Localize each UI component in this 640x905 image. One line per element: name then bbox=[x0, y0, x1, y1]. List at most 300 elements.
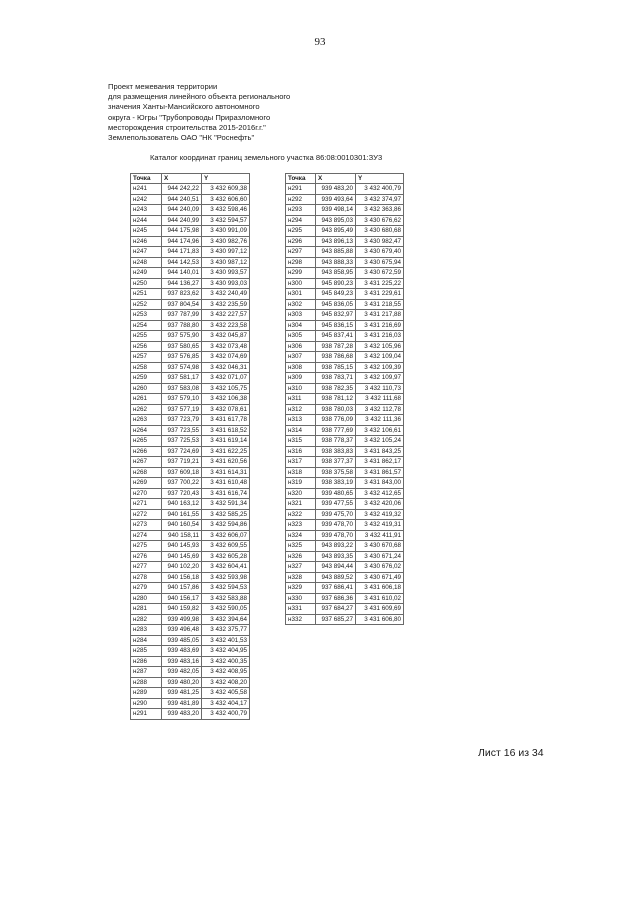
table-row bbox=[286, 310, 404, 321]
x-cell: 940 157,86 bbox=[162, 583, 202, 594]
y-cell: 3 430 987,12 bbox=[202, 257, 250, 268]
table-row bbox=[131, 331, 250, 342]
x-cell: 939 483,16 bbox=[162, 656, 202, 667]
table-row bbox=[131, 646, 250, 657]
y-cell: 3 432 112,78 bbox=[356, 404, 404, 415]
y-cell: 3 431 614,31 bbox=[202, 467, 250, 478]
y-cell: 3 432 408,20 bbox=[202, 677, 250, 688]
x-cell: 937 574,98 bbox=[162, 362, 202, 373]
table-row bbox=[286, 551, 404, 562]
x-cell: 943 888,33 bbox=[316, 257, 356, 268]
point-cell: н246 bbox=[131, 236, 162, 247]
point-cell: н311 bbox=[286, 394, 316, 405]
y-cell: 3 432 412,65 bbox=[356, 488, 404, 499]
table-row bbox=[131, 457, 250, 468]
column-header-y: Y bbox=[202, 174, 250, 184]
x-cell: 939 499,98 bbox=[162, 614, 202, 625]
y-cell: 3 432 606,60 bbox=[202, 194, 250, 205]
point-cell: н251 bbox=[131, 289, 162, 300]
table-row bbox=[131, 478, 250, 489]
x-cell: 940 159,82 bbox=[162, 604, 202, 615]
y-cell: 3 430 982,76 bbox=[202, 236, 250, 247]
y-cell: 3 432 045,87 bbox=[202, 331, 250, 342]
table-row bbox=[131, 709, 250, 720]
point-cell: н280 bbox=[131, 593, 162, 604]
point-cell: н268 bbox=[131, 467, 162, 478]
y-cell: 3 431 216,03 bbox=[356, 331, 404, 342]
x-cell: 939 485,05 bbox=[162, 635, 202, 646]
point-cell: н289 bbox=[131, 688, 162, 699]
point-cell: н296 bbox=[286, 236, 316, 247]
table-row bbox=[131, 635, 250, 646]
y-cell: 3 430 993,57 bbox=[202, 268, 250, 279]
point-cell: н325 bbox=[286, 541, 316, 552]
y-cell: 3 430 671,49 bbox=[356, 572, 404, 583]
x-cell: 943 896,13 bbox=[316, 236, 356, 247]
x-cell: 939 481,25 bbox=[162, 688, 202, 699]
x-cell: 938 781,12 bbox=[316, 394, 356, 405]
point-cell: н300 bbox=[286, 278, 316, 289]
table-row bbox=[131, 614, 250, 625]
x-cell: 939 483,69 bbox=[162, 646, 202, 657]
table-row bbox=[286, 583, 404, 594]
table-row bbox=[286, 562, 404, 573]
point-cell: н277 bbox=[131, 562, 162, 573]
x-cell: 938 783,71 bbox=[316, 373, 356, 384]
x-cell: 943 885,88 bbox=[316, 247, 356, 258]
y-cell: 3 432 609,55 bbox=[202, 541, 250, 552]
x-cell: 937 580,65 bbox=[162, 341, 202, 352]
table-row bbox=[131, 184, 250, 195]
table-row bbox=[131, 341, 250, 352]
table-row bbox=[131, 572, 250, 583]
sheet-label: Лист 16 из 34 bbox=[478, 747, 544, 759]
point-cell: н290 bbox=[131, 698, 162, 709]
x-cell: 940 158,11 bbox=[162, 530, 202, 541]
y-cell: 3 432 240,49 bbox=[202, 289, 250, 300]
x-cell: 937 685,27 bbox=[316, 614, 356, 625]
y-cell: 3 431 622,25 bbox=[202, 446, 250, 457]
x-cell: 937 581,17 bbox=[162, 373, 202, 384]
point-cell: н286 bbox=[131, 656, 162, 667]
y-cell: 3 432 235,59 bbox=[202, 299, 250, 310]
table-row bbox=[286, 373, 404, 384]
x-cell: 937 579,10 bbox=[162, 394, 202, 405]
table-row bbox=[131, 289, 250, 300]
point-cell: н299 bbox=[286, 268, 316, 279]
point-cell: н291 bbox=[131, 709, 162, 720]
x-cell: 937 609,18 bbox=[162, 467, 202, 478]
point-cell: н262 bbox=[131, 404, 162, 415]
x-cell: 939 475,70 bbox=[316, 509, 356, 520]
x-cell: 944 136,27 bbox=[162, 278, 202, 289]
x-cell: 938 782,35 bbox=[316, 383, 356, 394]
y-cell: 3 432 420,06 bbox=[356, 499, 404, 510]
y-cell: 3 431 617,78 bbox=[202, 415, 250, 426]
header-line: Землепользователь ОАО "НК "Роснефть" bbox=[108, 133, 255, 143]
point-cell: н312 bbox=[286, 404, 316, 415]
y-cell: 3 431 217,88 bbox=[356, 310, 404, 321]
table-row bbox=[131, 541, 250, 552]
x-cell: 937 575,90 bbox=[162, 331, 202, 342]
y-cell: 3 432 374,97 bbox=[356, 194, 404, 205]
y-cell: 3 431 620,56 bbox=[202, 457, 250, 468]
table-row bbox=[286, 520, 404, 531]
y-cell: 3 432 110,73 bbox=[356, 383, 404, 394]
point-cell: н323 bbox=[286, 520, 316, 531]
point-cell: н319 bbox=[286, 478, 316, 489]
y-cell: 3 431 843,25 bbox=[356, 446, 404, 457]
header-line: Проект межевания территории bbox=[108, 82, 218, 91]
x-cell: 937 700,22 bbox=[162, 478, 202, 489]
table-row bbox=[286, 320, 404, 331]
point-cell: н287 bbox=[131, 667, 162, 678]
x-cell: 938 786,68 bbox=[316, 352, 356, 363]
point-cell: н285 bbox=[131, 646, 162, 657]
point-cell: н282 bbox=[131, 614, 162, 625]
x-cell: 944 240,99 bbox=[162, 215, 202, 226]
table-row bbox=[131, 583, 250, 594]
header-line: для размещения линейного объекта регионального bbox=[108, 92, 291, 102]
table-row bbox=[131, 677, 250, 688]
y-cell: 3 432 591,34 bbox=[202, 499, 250, 510]
table-row bbox=[286, 593, 404, 604]
table-row bbox=[131, 688, 250, 699]
y-cell: 3 432 606,07 bbox=[202, 530, 250, 541]
table-row bbox=[286, 446, 404, 457]
point-cell: н245 bbox=[131, 226, 162, 237]
table-row bbox=[286, 352, 404, 363]
table-row bbox=[286, 341, 404, 352]
column-header-point: Точка bbox=[131, 174, 162, 184]
point-cell: н313 bbox=[286, 415, 316, 426]
table-row bbox=[131, 698, 250, 709]
point-cell: н241 bbox=[131, 184, 162, 195]
point-cell: н278 bbox=[131, 572, 162, 583]
point-cell: н297 bbox=[286, 247, 316, 258]
y-cell: 3 432 105,96 bbox=[356, 341, 404, 352]
x-cell: 937 788,80 bbox=[162, 320, 202, 331]
y-cell: 3 432 594,86 bbox=[202, 520, 250, 531]
point-cell: н242 bbox=[131, 194, 162, 205]
point-cell: н254 bbox=[131, 320, 162, 331]
table-row bbox=[131, 383, 250, 394]
point-cell: н294 bbox=[286, 215, 316, 226]
table-row bbox=[286, 215, 404, 226]
point-cell: н322 bbox=[286, 509, 316, 520]
table-row bbox=[286, 247, 404, 258]
table-row bbox=[131, 520, 250, 531]
y-cell: 3 432 400,79 bbox=[202, 709, 250, 720]
table-row bbox=[286, 194, 404, 205]
table-row bbox=[131, 562, 250, 573]
x-cell: 937 720,43 bbox=[162, 488, 202, 499]
y-cell: 3 432 106,61 bbox=[356, 425, 404, 436]
y-cell: 3 431 216,69 bbox=[356, 320, 404, 331]
point-cell: н267 bbox=[131, 457, 162, 468]
point-cell: н281 bbox=[131, 604, 162, 615]
table-row bbox=[131, 488, 250, 499]
y-cell: 3 431 606,80 bbox=[356, 614, 404, 625]
point-cell: н259 bbox=[131, 373, 162, 384]
y-cell: 3 430 675,94 bbox=[356, 257, 404, 268]
y-cell: 3 430 676,62 bbox=[356, 215, 404, 226]
x-cell: 943 894,44 bbox=[316, 562, 356, 573]
table-row bbox=[286, 488, 404, 499]
x-cell: 937 804,54 bbox=[162, 299, 202, 310]
table-header-row bbox=[286, 174, 404, 184]
table-row bbox=[286, 236, 404, 247]
point-cell: н293 bbox=[286, 205, 316, 216]
y-cell: 3 432 605,28 bbox=[202, 551, 250, 562]
y-cell: 3 432 405,58 bbox=[202, 688, 250, 699]
y-cell: 3 432 078,61 bbox=[202, 404, 250, 415]
table-row bbox=[131, 404, 250, 415]
table-row bbox=[286, 383, 404, 394]
point-cell: н244 bbox=[131, 215, 162, 226]
y-cell: 3 432 404,95 bbox=[202, 646, 250, 657]
table-row bbox=[131, 551, 250, 562]
point-cell: н275 bbox=[131, 541, 162, 552]
point-cell: н295 bbox=[286, 226, 316, 237]
point-cell: н264 bbox=[131, 425, 162, 436]
y-cell: 3 432 109,97 bbox=[356, 373, 404, 384]
point-cell: н314 bbox=[286, 425, 316, 436]
x-cell: 939 477,55 bbox=[316, 499, 356, 510]
x-cell: 938 785,15 bbox=[316, 362, 356, 373]
table-row bbox=[131, 667, 250, 678]
point-cell: н284 bbox=[131, 635, 162, 646]
table-row bbox=[131, 257, 250, 268]
x-cell: 939 483,20 bbox=[316, 184, 356, 195]
y-cell: 3 430 670,68 bbox=[356, 541, 404, 552]
point-cell: н306 bbox=[286, 341, 316, 352]
y-cell: 3 432 394,64 bbox=[202, 614, 250, 625]
point-cell: н318 bbox=[286, 467, 316, 478]
point-cell: н273 bbox=[131, 520, 162, 531]
column-header-y: Y bbox=[356, 174, 404, 184]
y-cell: 3 432 046,31 bbox=[202, 362, 250, 373]
y-cell: 3 432 105,24 bbox=[356, 436, 404, 447]
point-cell: н315 bbox=[286, 436, 316, 447]
y-cell: 3 432 594,53 bbox=[202, 583, 250, 594]
y-cell: 3 432 400,35 bbox=[202, 656, 250, 667]
y-cell: 3 432 419,32 bbox=[356, 509, 404, 520]
point-cell: н331 bbox=[286, 604, 316, 615]
table-row bbox=[131, 415, 250, 426]
table-row bbox=[131, 226, 250, 237]
table-row bbox=[286, 278, 404, 289]
y-cell: 3 432 375,77 bbox=[202, 625, 250, 636]
table-row bbox=[131, 593, 250, 604]
point-cell: н260 bbox=[131, 383, 162, 394]
y-cell: 3 432 419,31 bbox=[356, 520, 404, 531]
x-cell: 939 496,48 bbox=[162, 625, 202, 636]
x-cell: 940 145,69 bbox=[162, 551, 202, 562]
x-cell: 937 684,27 bbox=[316, 604, 356, 615]
table-row bbox=[131, 247, 250, 258]
table-row bbox=[131, 268, 250, 279]
table-row bbox=[286, 425, 404, 436]
point-cell: н283 bbox=[131, 625, 162, 636]
point-cell: н250 bbox=[131, 278, 162, 289]
table-header-row bbox=[131, 174, 250, 184]
point-cell: н307 bbox=[286, 352, 316, 363]
table-row bbox=[286, 572, 404, 583]
header-line: значения Ханты-Мансийского автономного bbox=[108, 102, 260, 112]
x-cell: 937 576,85 bbox=[162, 352, 202, 363]
x-cell: 944 174,96 bbox=[162, 236, 202, 247]
y-cell: 3 432 111,36 bbox=[356, 415, 404, 426]
point-cell: н317 bbox=[286, 457, 316, 468]
point-cell: н276 bbox=[131, 551, 162, 562]
x-cell: 944 171,83 bbox=[162, 247, 202, 258]
x-cell: 939 498,14 bbox=[316, 205, 356, 216]
table-row bbox=[131, 656, 250, 667]
x-cell: 940 161,55 bbox=[162, 509, 202, 520]
x-cell: 937 724,69 bbox=[162, 446, 202, 457]
y-cell: 3 431 843,00 bbox=[356, 478, 404, 489]
y-cell: 3 431 861,57 bbox=[356, 467, 404, 478]
catalog-title: Каталог координат границ земельного участка 86:08:0010301:ЗУ3 bbox=[150, 153, 383, 162]
y-cell: 3 430 679,40 bbox=[356, 247, 404, 258]
y-cell: 3 430 997,12 bbox=[202, 247, 250, 258]
x-cell: 937 723,55 bbox=[162, 425, 202, 436]
table-row bbox=[131, 425, 250, 436]
point-cell: н270 bbox=[131, 488, 162, 499]
table-row bbox=[286, 457, 404, 468]
y-cell: 3 432 105,75 bbox=[202, 383, 250, 394]
x-cell: 944 242,22 bbox=[162, 184, 202, 195]
point-cell: н272 bbox=[131, 509, 162, 520]
column-header-point: Точка bbox=[286, 174, 316, 184]
x-cell: 943 895,49 bbox=[316, 226, 356, 237]
y-cell: 3 432 593,98 bbox=[202, 572, 250, 583]
x-cell: 938 777,69 bbox=[316, 425, 356, 436]
y-cell: 3 431 610,02 bbox=[356, 593, 404, 604]
table-row bbox=[286, 467, 404, 478]
x-cell: 937 686,36 bbox=[316, 593, 356, 604]
x-cell: 938 383,83 bbox=[316, 446, 356, 457]
point-cell: н327 bbox=[286, 562, 316, 573]
point-cell: н301 bbox=[286, 289, 316, 300]
point-cell: н271 bbox=[131, 499, 162, 510]
x-cell: 944 140,01 bbox=[162, 268, 202, 279]
y-cell: 3 431 609,69 bbox=[356, 604, 404, 615]
table-row bbox=[131, 625, 250, 636]
x-cell: 938 778,37 bbox=[316, 436, 356, 447]
column-header-x: X bbox=[162, 174, 202, 184]
x-cell: 939 483,20 bbox=[162, 709, 202, 720]
y-cell: 3 432 223,58 bbox=[202, 320, 250, 331]
y-cell: 3 432 598,46 bbox=[202, 205, 250, 216]
table-row bbox=[131, 310, 250, 321]
point-cell: н330 bbox=[286, 593, 316, 604]
x-cell: 944 240,51 bbox=[162, 194, 202, 205]
point-cell: н258 bbox=[131, 362, 162, 373]
point-cell: н243 bbox=[131, 205, 162, 216]
point-cell: н321 bbox=[286, 499, 316, 510]
point-cell: н332 bbox=[286, 614, 316, 625]
x-cell: 943 858,95 bbox=[316, 268, 356, 279]
y-cell: 3 432 109,04 bbox=[356, 352, 404, 363]
table-row bbox=[286, 415, 404, 426]
point-cell: н302 bbox=[286, 299, 316, 310]
y-cell: 3 430 680,68 bbox=[356, 226, 404, 237]
table-row bbox=[286, 604, 404, 615]
y-cell: 3 430 993,03 bbox=[202, 278, 250, 289]
y-cell: 3 432 585,25 bbox=[202, 509, 250, 520]
table-row bbox=[131, 320, 250, 331]
y-cell: 3 430 991,09 bbox=[202, 226, 250, 237]
table-row bbox=[286, 299, 404, 310]
table-row bbox=[286, 226, 404, 237]
table-row bbox=[286, 331, 404, 342]
x-cell: 937 723,79 bbox=[162, 415, 202, 426]
table-body-right bbox=[286, 184, 404, 625]
point-cell: н288 bbox=[131, 677, 162, 688]
x-cell: 939 480,20 bbox=[162, 677, 202, 688]
table-row bbox=[286, 289, 404, 300]
table-row bbox=[286, 205, 404, 216]
y-cell: 3 432 609,38 bbox=[202, 184, 250, 195]
x-cell: 937 823,62 bbox=[162, 289, 202, 300]
x-cell: 943 895,03 bbox=[316, 215, 356, 226]
y-cell: 3 430 672,59 bbox=[356, 268, 404, 279]
x-cell: 939 478,70 bbox=[316, 530, 356, 541]
point-cell: н303 bbox=[286, 310, 316, 321]
x-cell: 945 836,05 bbox=[316, 299, 356, 310]
y-cell: 3 432 583,88 bbox=[202, 593, 250, 604]
x-cell: 943 893,35 bbox=[316, 551, 356, 562]
table-row bbox=[131, 299, 250, 310]
table-row bbox=[131, 394, 250, 405]
table-row bbox=[131, 467, 250, 478]
y-cell: 3 432 073,48 bbox=[202, 341, 250, 352]
point-cell: н292 bbox=[286, 194, 316, 205]
y-cell: 3 432 106,38 bbox=[202, 394, 250, 405]
x-cell: 943 893,22 bbox=[316, 541, 356, 552]
y-cell: 3 430 676,02 bbox=[356, 562, 404, 573]
table-row bbox=[286, 394, 404, 405]
table-row bbox=[286, 478, 404, 489]
table-row bbox=[131, 446, 250, 457]
point-cell: н310 bbox=[286, 383, 316, 394]
point-cell: н266 bbox=[131, 446, 162, 457]
x-cell: 937 577,19 bbox=[162, 404, 202, 415]
table-row bbox=[286, 362, 404, 373]
x-cell: 940 156,17 bbox=[162, 593, 202, 604]
x-cell: 943 889,52 bbox=[316, 572, 356, 583]
header-line: месторождения строительства 2015-2016г.г." bbox=[108, 122, 266, 132]
y-cell: 3 432 604,41 bbox=[202, 562, 250, 573]
table-row bbox=[286, 530, 404, 541]
x-cell: 938 787,28 bbox=[316, 341, 356, 352]
point-cell: н328 bbox=[286, 572, 316, 583]
y-cell: 3 431 606,18 bbox=[356, 583, 404, 594]
y-cell: 3 431 862,17 bbox=[356, 457, 404, 468]
x-cell: 939 478,70 bbox=[316, 520, 356, 531]
y-cell: 3 430 671,24 bbox=[356, 551, 404, 562]
x-cell: 937 686,41 bbox=[316, 583, 356, 594]
table-row bbox=[131, 499, 250, 510]
y-cell: 3 431 218,55 bbox=[356, 299, 404, 310]
table-row bbox=[286, 184, 404, 195]
point-cell: н263 bbox=[131, 415, 162, 426]
y-cell: 3 432 408,95 bbox=[202, 667, 250, 678]
point-cell: н324 bbox=[286, 530, 316, 541]
table-row bbox=[131, 373, 250, 384]
